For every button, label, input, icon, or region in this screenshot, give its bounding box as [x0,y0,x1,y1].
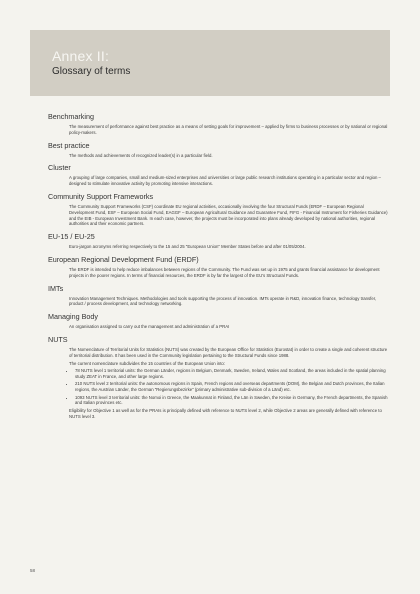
term-title: EU-15 / EU-25 [48,232,95,242]
page-subtitle: Glossary of terms [52,66,131,77]
bullet-list [69,368,388,406]
glossary-entry [48,141,388,159]
definition-paragraph: The methods and achievements of recognized leader(s) in a particular field. [69,152,213,158]
term-title: Benchmarking [48,112,94,121]
term-title: Community Support Frameworks [48,191,154,201]
glossary-entry [48,255,388,279]
term-definition [69,324,388,330]
glossary-entry [48,112,388,136]
definition-paragraph: The ERDF is intended to help reduce imbalances between regions of the Community. The Fund was set up in 1975 and grants financial assistance for development projects in the poorer regions. In terms of financial resources, the ERDF is by far the largest of the EU's Structural Funds. [69,266,380,278]
glossary-entry [48,312,388,330]
glossary-entry [48,192,388,227]
term-title: Cluster [48,163,71,173]
term-definition [69,347,388,420]
definition-paragraph: Eligibility for Objective 1 as well as for the PRAIs is principally defined with reference to NUTS level 2, while Objective 2 areas are generally defined with reference to NUTS level 3. [69,408,382,419]
page-title: Annex II: [52,48,110,64]
term-definition [69,267,388,279]
term-title: NUTS [48,334,68,344]
definition-paragraph: The Nomenclature of Territorial Units for Statistics (NUTS) was created by the European Office for Statistics (Eurostat) in order to create a single and coherent structure of territorial distribution. It has been used in the Community legislation pertaining to the Structural Funds since 1988. [69,346,388,358]
bullet-item: • 1093 NUTS level 3 territorial units: the Nomoi in Greece, the Maakunnat in Finland, the Län in Sweden, the Kreise in Germany, the French departments, the Spanish and Italian provinces etc. [75,395,388,407]
definition-paragraph: Euro-jargon acronyms referring respectively to the 15 and 25 "European Union" Member States before and after 01/05/2004. [69,244,306,250]
page-number: 58 [30,568,36,573]
term-title: Managing Body [48,312,98,322]
term-title: IMTs [48,283,64,293]
definition-paragraph: The current nomenclature subdivides the 15 countries of the European Union into: [69,360,225,366]
term-title: Best practice [48,140,90,150]
glossary-list [48,112,388,425]
bullet-item: • 78 NUTS level 1 territorial units: the German Länder, regions in Belgium, Denmark, Sweden, Ireland, Wales and Scotland, the areas included in the spatial planning study ZEAT in France, and other large regions. [75,368,388,380]
definition-paragraph: An organisation assigned to carry out the management and administration of a PRAI [69,324,230,330]
glossary-entry [48,284,388,308]
glossary-entry [48,232,388,250]
glossary-entry [48,335,388,420]
term-definition [69,124,388,136]
term-definition [69,204,388,227]
definition-paragraph: The measurement of performance against best practice as a means of setting goals for improvement – applied by firms to business processes or by national or regional policy-makers. [69,124,388,135]
definition-paragraph: Innovation Management Techniques. Methodologies and tools supporting the process of innovation. IMTs operate in R&D, innovation finance, technology transfer, product / process development, and technology networking. [69,295,377,307]
term-definition [69,296,388,308]
term-definition [69,244,388,250]
bullet-item: • 210 NUTS level 2 territorial units: the autonomous regions in Spain, French regions and overseas departments (DOM), the Belgian and Dutch provinces, the Italian regions, the Austrian Länder, the German "Regierungsbezirke" (primary administrative sub-division of a Länd) etc. [75,381,388,393]
definition-paragraph: The Community Support Frameworks (CSF) coordinate EU regional activities, occasionally involving the four Structural Funds (ERDF – European Regional Development Fund, ESF – European Social Fund, EAGGF – European Agricultural Guidance and Guarantee Fund, FIFG - Financial Instrument for Fisheries Guidance) and the EIB - European Investment Bank. In each case, however, the projects must be incorporated into plans already developed by national authorities, regional authorities and their economic partners. [69,203,388,227]
term-definition [69,175,388,187]
term-definition [69,153,388,159]
term-title: European Regional Development Fund (ERDF) [48,254,199,264]
glossary-entry [48,163,388,187]
definition-paragraph: A grouping of large companies, small and medium-sized enterprises and universities or large public research institutions operating in a particular sector and region – designed to stimulate innovative activity by promoting intensive interactions. [69,175,381,187]
